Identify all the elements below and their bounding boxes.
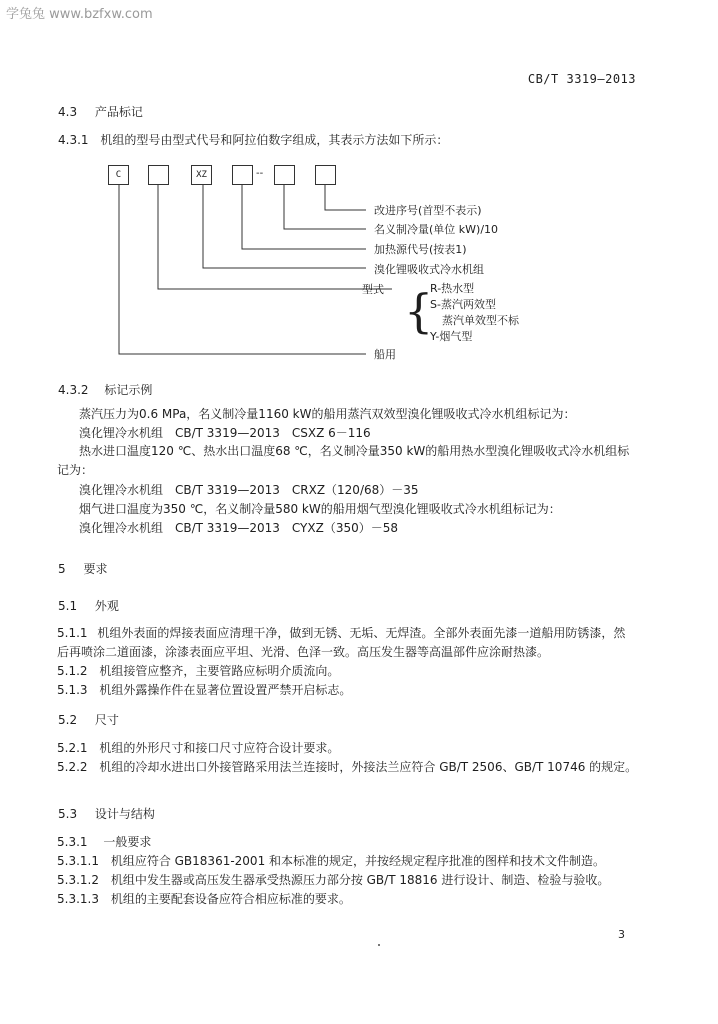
line-improve — [325, 184, 366, 210]
section-title: 产品标记 — [94, 105, 143, 119]
section-5-3-heading — [58, 806, 155, 823]
diagram-lines — [0, 0, 718, 400]
clause-number: 5.2.1 — [57, 741, 88, 755]
example-1-description: 蒸汽压力为0.6 MPa，名义制冷量1160 kW的船用蒸汽双效型溴化锂吸收式冷水机组标记为： — [79, 407, 576, 421]
clause-text: 机组外露操作件在显著位置设置严禁开启标志。 — [99, 683, 352, 697]
clause-text: 机组的型号由型式代号和阿拉伯数字组成，其表示方法如下所示： — [100, 133, 449, 147]
section-number: 5.2 — [58, 713, 78, 727]
clause-text: 机组接管应整齐，主要管路应标明介质流向。 — [99, 664, 340, 678]
clause-5-2-2 — [57, 759, 637, 776]
section-5-2-heading — [58, 712, 119, 729]
label-capacity: 名义制冷量(单位 kW)/10 — [374, 223, 499, 236]
box-improve — [315, 165, 336, 185]
clause-5-3-1-2 — [57, 872, 609, 889]
page-number: 3 — [618, 928, 625, 941]
section-number: 5 — [58, 562, 66, 576]
example-3-description: 烟气进口温度为350 ℃，名义制冷量580 kW的船用烟气型溴化锂吸收式冷水机组标记为： — [79, 502, 561, 516]
label-s: S-蒸汽两效型 — [430, 298, 496, 311]
line-type — [158, 184, 392, 289]
clause-4-3-2-heading — [58, 382, 152, 399]
section-title: 外观 — [94, 599, 119, 613]
box-c: C — [108, 165, 129, 185]
clause-text: 机组的主要配套设备应符合相应标准的要求。 — [110, 892, 351, 906]
label-type: 型式 — [362, 283, 384, 296]
clause-5-1-2 — [57, 663, 339, 680]
label-improve: 改进序号(首型不表示) — [374, 204, 482, 217]
clause-text: 机组中发生器或高压发生器承受热源压力部分按 GB/T 18816 进行设计、制造、检验与验收。 — [110, 873, 610, 887]
label-r: R-热水型 — [430, 282, 475, 295]
label-s-single: 蒸汽单效型不标 — [442, 314, 519, 327]
clause-number: 4.3.2 — [58, 383, 89, 397]
section-title: 要求 — [83, 562, 108, 576]
clause-number: 5.3.1.3 — [57, 892, 99, 906]
section-number: 5.1 — [58, 599, 78, 613]
clause-5-3-1-3 — [57, 891, 351, 908]
label-marine: 船用 — [374, 348, 396, 361]
label-y: Y-烟气型 — [430, 330, 473, 343]
clause-5-3-1-heading — [57, 834, 151, 851]
line-heat-source — [242, 184, 366, 249]
clause-number: 5.2.2 — [57, 760, 88, 774]
scan-speck — [378, 944, 380, 946]
standard-number: CB/T 3319—2013 — [527, 72, 636, 86]
clause-number: 5.1.1 — [57, 626, 88, 640]
clause-title: 一般要求 — [103, 835, 152, 849]
watermark: 学兔兔 www.bzfxw.com — [6, 7, 153, 22]
example-3-mark: 溴化锂冷水机组 CB/T 3319—2013 CYXZ（350）－58 — [79, 521, 398, 535]
example-1-mark: 溴化锂冷水机组 CB/T 3319—2013 CSXZ 6－116 — [79, 426, 371, 440]
clause-text: 机组的外形尺寸和接口尺寸应符合设计要求。 — [99, 741, 340, 755]
box-capacity — [274, 165, 295, 185]
clause-text: 机组外表面的焊接表面应清理干净，做到无锈、无垢、无焊渣。全部外表面先漆一道船用防锈漆，然后再喷涂二道面漆，涂漆表面应平坦、光滑、色泽一致。高压发生器等高温部件应涂耐热漆。 — [57, 626, 626, 659]
section-number: 5.3 — [58, 807, 78, 821]
label-heat-source: 加热源代号(按表1) — [374, 243, 467, 256]
section-title: 设计与结构 — [94, 807, 155, 821]
clause-number: 5.1.2 — [57, 664, 88, 678]
clause-5-2-1 — [57, 740, 339, 757]
label-lithium: 溴化锂吸收式冷水机组 — [374, 263, 484, 276]
clause-number: 4.3.1 — [58, 133, 89, 147]
clause-number: 5.3.1 — [57, 835, 88, 849]
clause-text: 机组应符合 GB18361-2001 和本标准的规定，并按经规定程序批准的图样和技术文件制造。 — [110, 854, 606, 868]
brace: { — [404, 284, 434, 338]
clause-number: 5.3.1.1 — [57, 854, 99, 868]
clause-text: 机组的冷却水进出口外接管路采用法兰连接时，外接法兰应符合 GB/T 2506、GB/T 10746 的规定。 — [99, 760, 638, 774]
example-2-mark: 溴化锂冷水机组 CB/T 3319—2013 CRXZ（120/68）－35 — [79, 483, 419, 497]
clause-number: 5.1.3 — [57, 683, 88, 697]
section-5-heading — [58, 561, 107, 578]
box-heat-source — [232, 165, 253, 185]
clause-5-3-1-1 — [57, 853, 605, 870]
clause-title: 标记示例 — [104, 383, 153, 397]
example-2-description: 热水进口温度120 ℃、热水出口温度68 ℃，名义制冷量350 kW的船用热水型溴化锂吸收式冷水机组标记为： — [57, 444, 630, 477]
section-5-1-heading — [58, 598, 119, 615]
clause-number: 5.3.1.2 — [57, 873, 99, 887]
box-xz: XZ — [191, 165, 212, 185]
clause-5-1-3 — [57, 682, 351, 699]
box-type — [148, 165, 169, 185]
section-number: 4.3 — [58, 105, 78, 119]
dash: -- — [256, 168, 264, 179]
clause-5-1-1 — [57, 624, 637, 662]
section-title: 尺寸 — [94, 713, 119, 727]
